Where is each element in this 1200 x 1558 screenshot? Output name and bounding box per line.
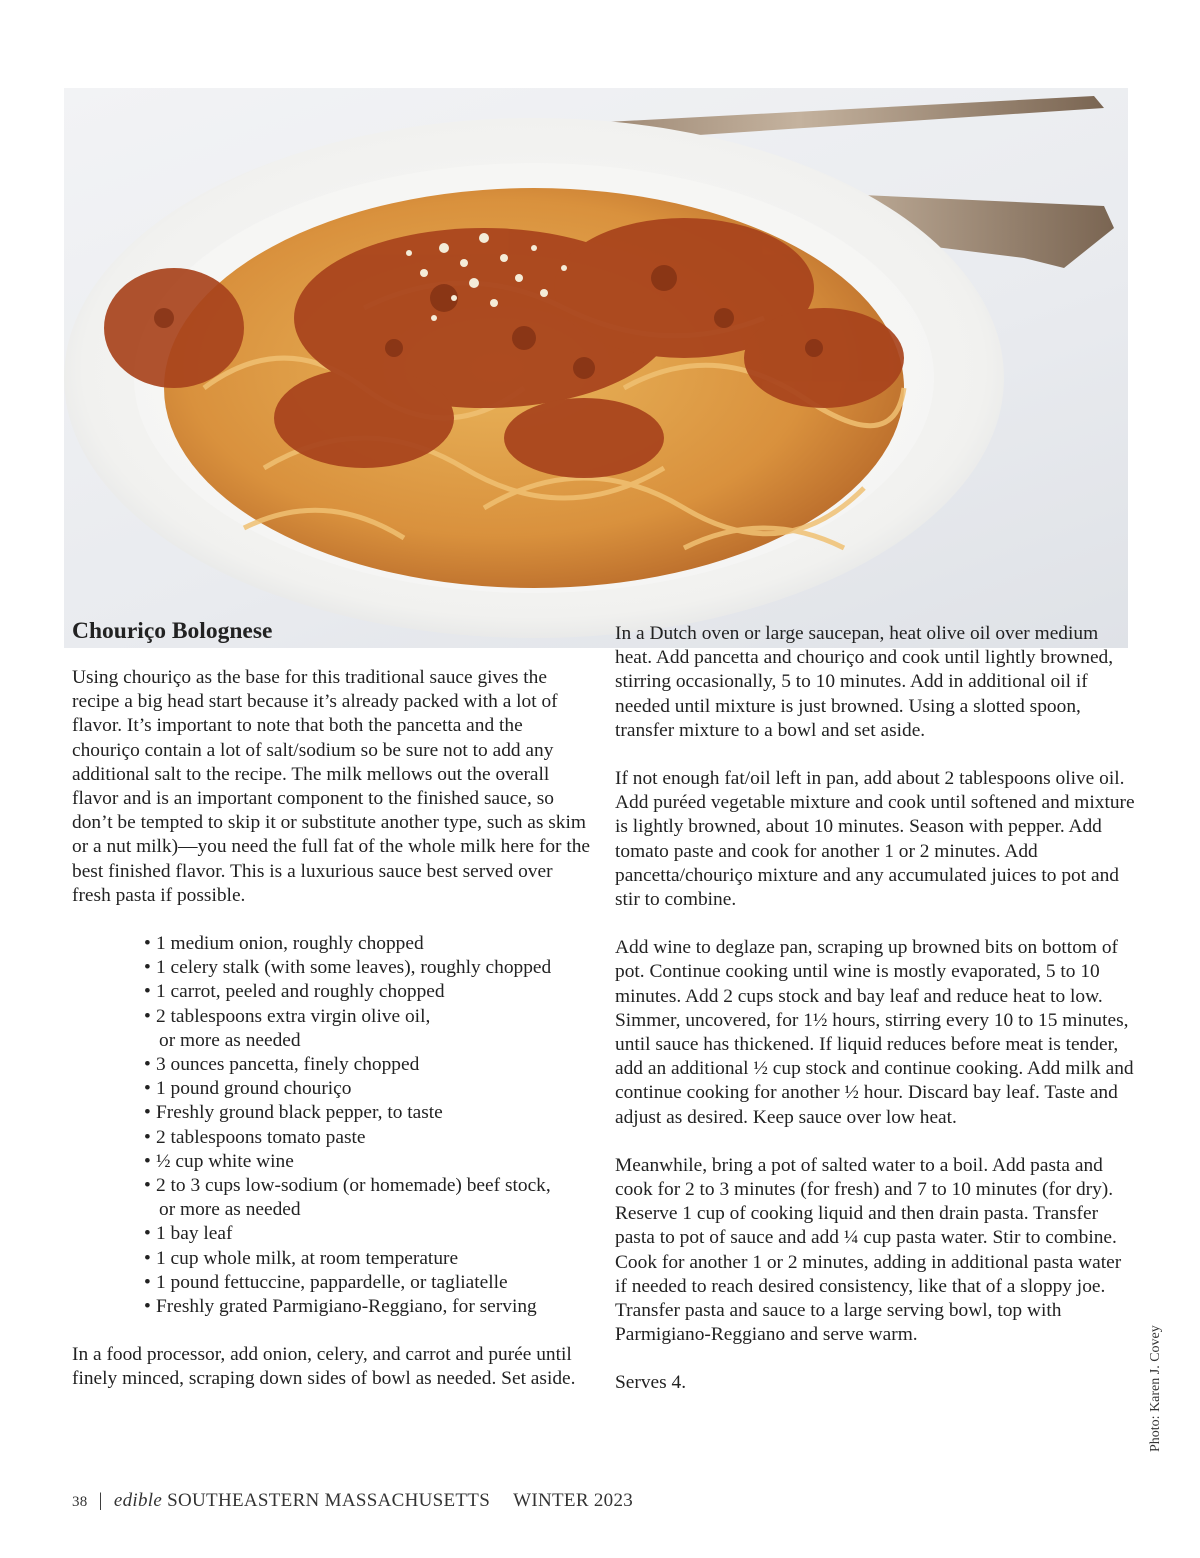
photo-credit: Photo: Karen J. Covey [1148,1325,1163,1452]
recipe-title: Chouriço Bolognese [72,618,273,644]
bullet-icon: • [144,1078,151,1100]
ingredient-text: 1 pound ground chouriço [156,1078,352,1100]
magazine-name: SOUTHEASTERN MASSACHUSETTS [167,1490,491,1511]
step-5: Meanwhile, bring a pot of salted water to a boil. Add pasta and cook for 2 to 3 minutes (for fresh) and 7 to 10 minutes (for dry). Reserve 1 cup of cooking liquid and then drain pasta. Transfer pasta to pot of sauce and add ¼ cup pasta water. Stir to combine. Cook for another 1 or 2 minutes, adding in additional pasta water if needed to reach desired consistency, like that of a sloppy joe. Transfer pasta and sauce to a large serving bowl, top with Parmigiano-Reggiano and serve warm. [615,1154,1122,1346]
right-column [615,622,1135,1396]
ingredient-item [144,956,592,980]
ingredient-text: 1 carrot, peeled and roughly chopped [156,981,445,1003]
ingredient-text: 1 medium onion, roughly chopped [156,933,424,955]
ingredient-text: 2 tablespoons tomato paste [156,1126,366,1148]
ingredient-item [144,1150,592,1174]
ingredient-continuation: or more as needed [159,1029,301,1051]
ingredient-item [144,1005,592,1053]
bullet-icon: • [144,1054,151,1076]
step-4: Add wine to deglaze pan, scraping up browned bits on bottom of pot. Continue cooking until wine is mostly evaporated, 5 to 10 minutes. Add 2 cups stock and bay leaf and reduce heat to low. Simmer, uncovered, for 1½ hours, stirring every 10 to 15 minutes, until sauce has thickened. If liquid reduces before meat is tender, add an additional ½ cup stock and continue cooking. Add milk and continue cooking for another ½ hour. Discard bay leaf. Taste and adjust as desired. Keep sauce over low heat. [615,937,1134,1128]
bullet-icon: • [144,1247,151,1269]
step-1: In a food processor, add onion, celery, and carrot and purée until finely minced, scraping down sides of bowl as needed. Set aside. [72,1344,576,1390]
ingredient-item [144,1174,592,1222]
ingredient-text: 3 ounces pancetta, finely chopped [156,1054,420,1076]
bullet-icon: • [144,1175,151,1197]
bullet-icon: • [144,1271,151,1293]
ingredient-item [144,1126,592,1150]
ingredient-item [144,1222,592,1246]
bullet-icon: • [144,933,151,955]
ingredient-item [144,1101,592,1125]
page-number: 38 [72,1494,88,1510]
serves: Serves 4. [615,1372,687,1394]
dish-photo [64,88,1128,648]
footer-separator: | [98,1490,103,1511]
ingredient-text: Freshly ground black pepper, to taste [156,1102,443,1124]
bullet-icon: • [144,1296,151,1318]
bullet-icon: • [144,1126,151,1148]
ingredient-item [144,1295,592,1319]
ingredient-item [144,980,592,1004]
ingredient-item [144,1077,592,1101]
issue-date: WINTER 2023 [513,1490,634,1511]
ingredient-item [144,1053,592,1077]
bullet-icon: • [144,1223,151,1245]
ingredient-continuation: or more as needed [159,1199,301,1221]
ingredient-list [72,932,592,1319]
page-footer [72,1490,633,1512]
magazine-brand: edible [113,1490,163,1511]
ingredient-item [144,1247,592,1271]
ingredient-text: 2 tablespoons extra virgin olive oil, [156,1005,431,1027]
ingredient-text: ½ cup white wine [156,1150,294,1172]
bullet-icon: • [144,1005,151,1027]
step-2: In a Dutch oven or large saucepan, heat olive oil over medium heat. Add pancetta and chouriço and cook until lightly browned, stirring occasionally, 5 to 10 minutes. Add in additional oil if needed until mixture is just browned. Using a slotted spoon, transfer mixture to a bowl and set aside. [615,623,1114,741]
step-3: If not enough fat/oil left in pan, add about 2 tablespoons olive oil. Add puréed vegetable mixture and cook until softened and mixture is lightly browned, about 10 minutes. Season with pepper. Add tomato paste and cook for another 1 or 2 minutes. Add pancetta/chouriço mixture and any accumulated juices to pot and stir to combine. [615,768,1135,911]
bullet-icon: • [144,1102,151,1124]
ingredient-text: 1 pound fettuccine, pappardelle, or tagliatelle [156,1271,508,1293]
ingredient-text: 1 cup whole milk, at room temperature [156,1247,459,1269]
bullet-icon: • [144,1150,151,1172]
ingredient-text: 1 celery stalk (with some leaves), roughly chopped [156,957,552,979]
intro-paragraph: Using chouriço as the base for this traditional sauce gives the recipe a big head start because it’s already packed with a lot of flavor. It’s important to note that both the pancetta and the chouriço contain a lot of salt/sodium so be sure not to add any additional salt to the recipe. The milk mellows out the overall flavor and is an important component to the finished sauce, so don’t be tempted to skip it or substitute another type, such as skim or a nut milk)—you need the full fat of the whole milk here for the best finished flavor. This is a luxurious sauce best served over fresh pasta if possible. [72,667,591,906]
ingredient-text: Freshly grated Parmigiano-Reggiano, for serving [156,1296,537,1318]
ingredient-text: 2 to 3 cups low-sodium (or homemade) beef stock, [156,1175,551,1197]
left-column [72,616,592,1392]
ingredient-text: 1 bay leaf [156,1223,233,1245]
bullet-icon: • [144,957,151,979]
bullet-icon: • [144,981,151,1003]
ingredient-item [144,932,592,956]
ingredient-item [144,1271,592,1295]
